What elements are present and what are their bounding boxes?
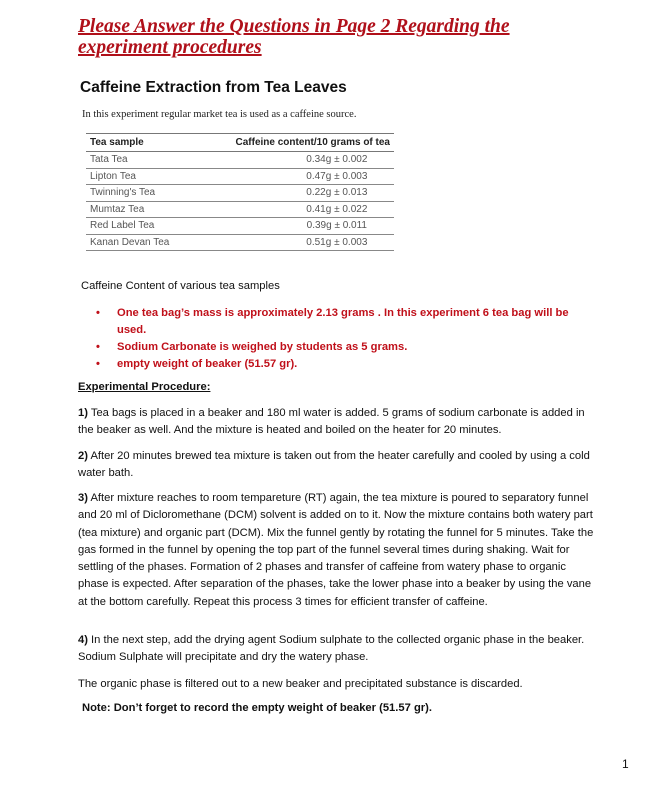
table-row	[86, 152, 394, 169]
tea-name: Lipton Tea	[86, 168, 194, 185]
note-text: Note: Don’t forget to record the empty weight of beaker (51.57 gr).	[82, 702, 432, 714]
table-header-row	[86, 134, 394, 152]
notes-list	[96, 305, 576, 373]
step-text: After 20 minutes brewed tea mixture is taken out from the heater carefully and cooled by using a cold water bath.	[78, 450, 590, 480]
page-number: 1	[622, 757, 629, 771]
list-item: • One tea bag’s mass is approximately 2.13 grams . In this experiment 6 tea bag will be used.	[96, 305, 576, 339]
caffeine-value: 0.51g ± 0.003	[194, 234, 394, 251]
banner-title: Please Answer the Questions in Page 2 Regarding the experiment procedures	[78, 16, 510, 58]
procedure-heading: Experimental Procedure:	[78, 381, 211, 393]
filter-text: The organic phase is filtered out to a new beaker and precipitated substance is discarded.	[78, 678, 523, 690]
table-row	[86, 185, 394, 202]
tea-name: Tata Tea	[86, 152, 194, 169]
list-item: • Sodium Carbonate is weighed by students as 5 grams.	[96, 339, 576, 356]
intro-text: In this experiment regular market tea is used as a caffeine source.	[82, 109, 357, 120]
step-1	[78, 405, 598, 440]
step-number: 3)	[78, 492, 88, 504]
step-3	[78, 490, 598, 611]
step-4	[78, 632, 598, 667]
tea-name: Kanan Devan Tea	[86, 234, 194, 251]
caffeine-value: 0.47g ± 0.003	[194, 168, 394, 185]
caffeine-value: 0.41g ± 0.022	[194, 201, 394, 218]
header-caffeine-content: Caffeine content/10 grams of tea	[194, 134, 394, 152]
step-text: Tea bags is placed in a beaker and 180 ml water is added. 5 grams of sodium carbonate is added in the beaker as well. And the mixture is heated and boiled on the heater for 20 minutes.	[78, 407, 585, 437]
table-row	[86, 218, 394, 235]
tea-name: Mumtaz Tea	[86, 201, 194, 218]
table-row	[86, 168, 394, 185]
step-text: In the next step, add the drying agent Sodium sulphate to the collected organic phase in the beaker. Sodium Sulphate will precipitate and dry the watery phase.	[78, 634, 585, 664]
table-row	[86, 234, 394, 251]
table-caption: Caffeine Content of various tea samples	[81, 280, 280, 292]
step-2	[78, 448, 598, 483]
step-text: After mixture reaches to room tempareture (RT) again, the tea mixture is poured to separatory funnel and 20 ml of Dicloromethane (DCM) solvent is added on to it. Now the mixture contains both watery part (tea mixture) and organic part (DCM). Mix the funnel gently by rotating the funnel for 5 minutes. Take the gas formed in the funnel by opening the top part of the funnel several times during shaking. Wait for settling of the phases. Formation of 2 phases and transfer of caffeine from watery phase to organic phase is expected. After separation of the phases, take the lower phase into a beaker by using the vane at the bottom carefully. Repeat this process 3 times for efficient transfer of caffeine.	[78, 492, 594, 608]
caffeine-value: 0.34g ± 0.002	[194, 152, 394, 169]
document-heading: Caffeine Extraction from Tea Leaves	[80, 79, 347, 96]
step-number: 2)	[78, 450, 88, 462]
tea-name: Twinning's Tea	[86, 185, 194, 202]
list-item: • empty weight of beaker (51.57 gr).	[96, 356, 576, 373]
caffeine-table	[86, 133, 394, 251]
step-number: 4)	[78, 634, 88, 646]
step-number: 1)	[78, 407, 88, 419]
caffeine-value: 0.39g ± 0.011	[194, 218, 394, 235]
caffeine-value: 0.22g ± 0.013	[194, 185, 394, 202]
table-row	[86, 201, 394, 218]
header-tea-sample: Tea sample	[86, 134, 194, 152]
tea-name: Red Label Tea	[86, 218, 194, 235]
